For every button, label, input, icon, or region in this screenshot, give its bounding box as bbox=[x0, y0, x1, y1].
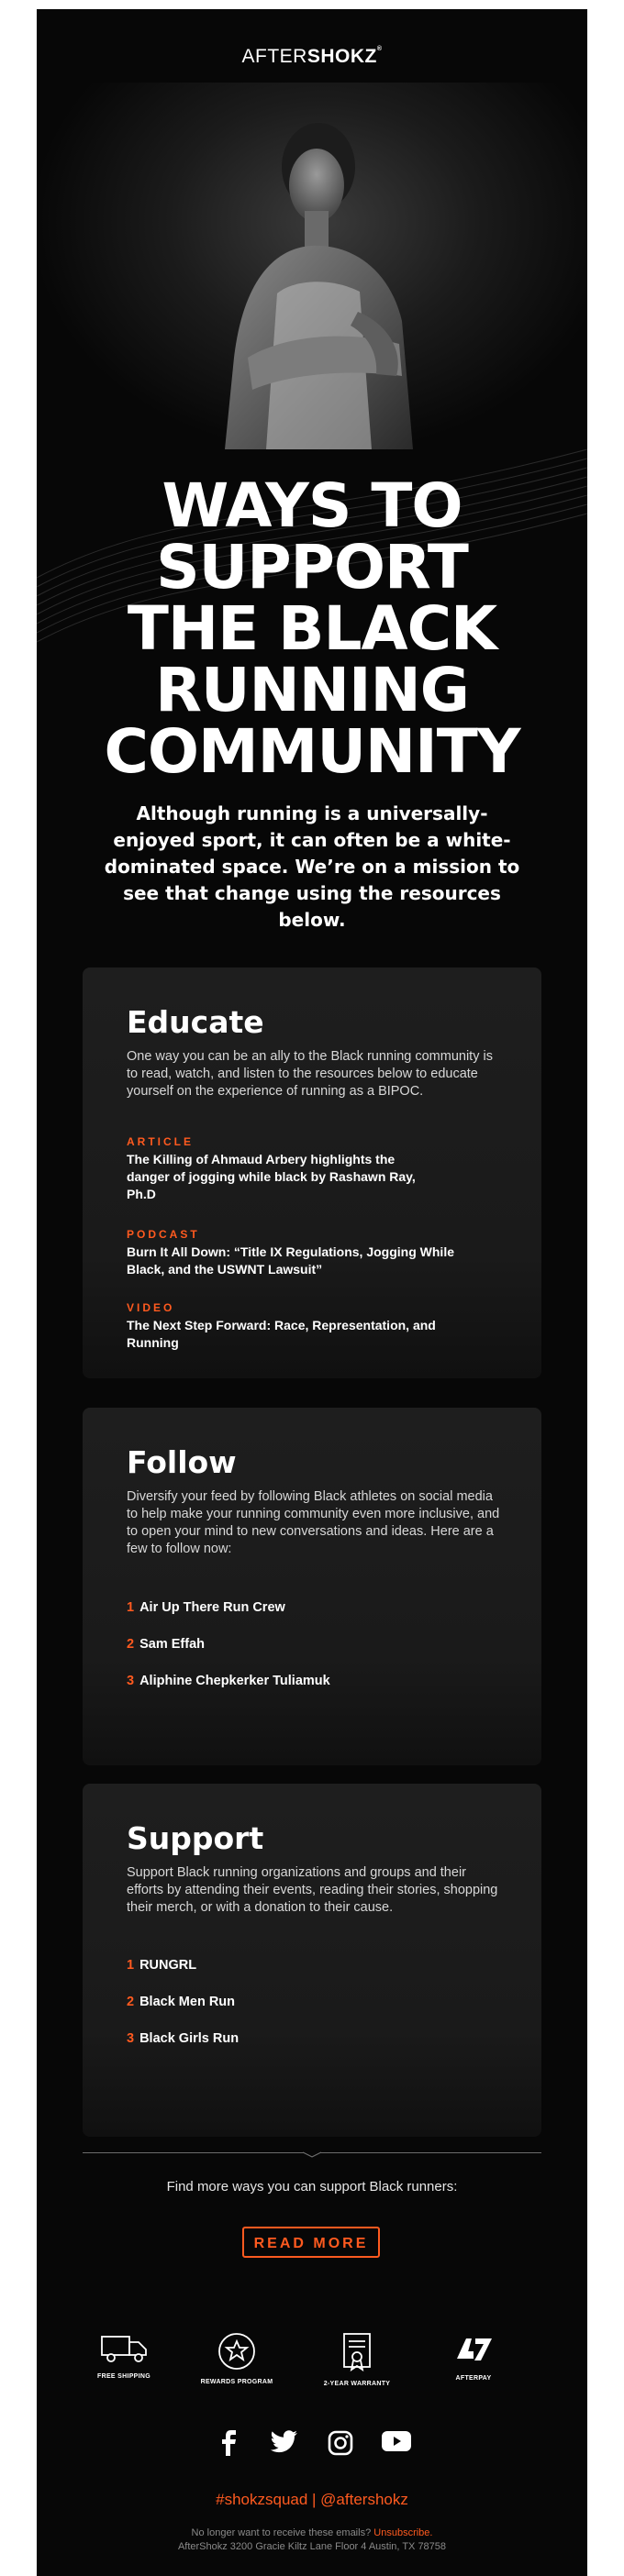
list-number: 2 bbox=[127, 1637, 135, 1652]
list-number: 3 bbox=[127, 2031, 135, 2046]
headline-line: THE BLACK bbox=[127, 593, 497, 664]
follow-description: Diversify your feed by following Black athletes on social media to help make your running community even more inclusive, and to open your mind to new conversations and ideas. Here are a few to follow now: bbox=[127, 1489, 500, 1556]
warranty-certificate-icon bbox=[339, 2331, 375, 2373]
resource-label-video: VIDEO bbox=[127, 1301, 175, 1314]
follow-card bbox=[83, 1408, 541, 1765]
educate-card bbox=[83, 967, 541, 1378]
support-item[interactable] bbox=[127, 1958, 196, 1973]
follow-item[interactable] bbox=[127, 1674, 330, 1688]
hashtag-handle[interactable]: #shokzsquad | @aftershokz bbox=[216, 2491, 408, 2508]
youtube-icon[interactable] bbox=[382, 2430, 411, 2452]
follow-title: Follow bbox=[127, 1444, 237, 1480]
read-more-button[interactable]: READ MORE bbox=[242, 2227, 380, 2258]
headline-line: COMMUNITY bbox=[104, 716, 520, 787]
support-item-name: Black Men Run bbox=[139, 1995, 236, 2009]
unsubscribe-line bbox=[37, 2527, 587, 2538]
logo-text-bold: SHOKZ bbox=[306, 46, 377, 67]
email-container bbox=[37, 9, 587, 2576]
afterpay-logo-icon bbox=[453, 2331, 494, 2368]
rewards-badge-icon bbox=[217, 2331, 257, 2371]
feature-label: AFTERPAY bbox=[455, 2375, 492, 2382]
list-number: 2 bbox=[127, 1995, 135, 2009]
company-address: AfterShokz 3200 Gracie Kiltz Lane Floor 4 Austin, TX 78758 bbox=[177, 2541, 447, 2552]
feature-label: 2-YEAR WARRANTY bbox=[323, 2381, 391, 2387]
unsubscribe-link[interactable]: Unsubscribe. bbox=[373, 2527, 433, 2538]
feature-rewards-program[interactable] bbox=[182, 2331, 292, 2385]
headline-line: WAYS TO bbox=[162, 470, 462, 541]
feature-label: FREE SHIPPING bbox=[97, 2373, 150, 2380]
educate-title: Educate bbox=[127, 1004, 264, 1040]
follow-item-name: Air Up There Run Crew bbox=[139, 1600, 285, 1615]
follow-item-name: Aliphine Chepkerker Tuliamuk bbox=[139, 1674, 330, 1688]
support-item-name: RUNGRL bbox=[139, 1958, 197, 1973]
unsubscribe-text: No longer want to receive these emails? bbox=[191, 2527, 372, 2538]
logo-text-light: AFTER bbox=[241, 46, 307, 67]
support-description: Support Black running organizations and groups and their efforts by attending their events, reading their stories, shopping their merch, or with a donation to their cause. bbox=[127, 1865, 498, 1915]
support-item-name: Black Girls Run bbox=[139, 2031, 240, 2046]
divider-notch-icon bbox=[303, 2147, 321, 2158]
truck-icon bbox=[98, 2331, 150, 2366]
instagram-icon[interactable] bbox=[328, 2430, 353, 2456]
facebook-icon[interactable] bbox=[218, 2430, 240, 2456]
list-number: 3 bbox=[127, 1674, 135, 1688]
feature-afterpay[interactable] bbox=[418, 2331, 529, 2382]
feature-warranty[interactable] bbox=[302, 2331, 412, 2387]
main-headline bbox=[37, 470, 587, 787]
follow-item[interactable] bbox=[127, 1600, 285, 1615]
twitter-icon[interactable] bbox=[270, 2430, 297, 2454]
resource-label-podcast: PODCAST bbox=[127, 1228, 200, 1241]
brand-logo[interactable] bbox=[37, 46, 587, 68]
headline-line: SUPPORT bbox=[156, 532, 468, 603]
list-number: 1 bbox=[127, 1600, 135, 1615]
logo-registered-mark: ® bbox=[376, 46, 383, 52]
feature-free-shipping[interactable] bbox=[69, 2331, 179, 2380]
support-card bbox=[83, 1784, 541, 2137]
support-item[interactable] bbox=[127, 2031, 239, 2046]
find-more-text: Find more ways you can support Black runners: bbox=[166, 2179, 458, 2195]
list-number: 1 bbox=[127, 1958, 135, 1973]
resource-link-podcast[interactable]: Burn It All Down: “Title IX Regulations, Jogging While Black, and the USWNT Lawsuit” bbox=[127, 1244, 454, 1277]
follow-item-name: Sam Effah bbox=[139, 1637, 205, 1652]
educate-description: One way you can be an ally to the Black running community is to read, watch, and listen to the resources below to educate yourself on the experience of running as a BIPOC. bbox=[127, 1049, 493, 1099]
resource-link-video[interactable]: The Next Step Forward: Race, Representation, and Running bbox=[127, 1318, 436, 1350]
intro-paragraph: Although running is a universally-enjoyed sport, it can often be a white-dominated space. We’re on a mission to see that change using the resources below. bbox=[104, 802, 520, 931]
headline-line: RUNNING bbox=[155, 655, 469, 725]
resource-link-article[interactable]: The Killing of Ahmaud Arbery highlights the danger of jogging while black by Rashawn Ray, Ph.D bbox=[127, 1152, 416, 1201]
feature-label: REWARDS PROGRAM bbox=[200, 2379, 273, 2385]
resource-label-article: ARTICLE bbox=[127, 1135, 194, 1148]
follow-item[interactable] bbox=[127, 1637, 205, 1652]
support-item[interactable] bbox=[127, 1995, 235, 2009]
support-title: Support bbox=[127, 1820, 264, 1856]
